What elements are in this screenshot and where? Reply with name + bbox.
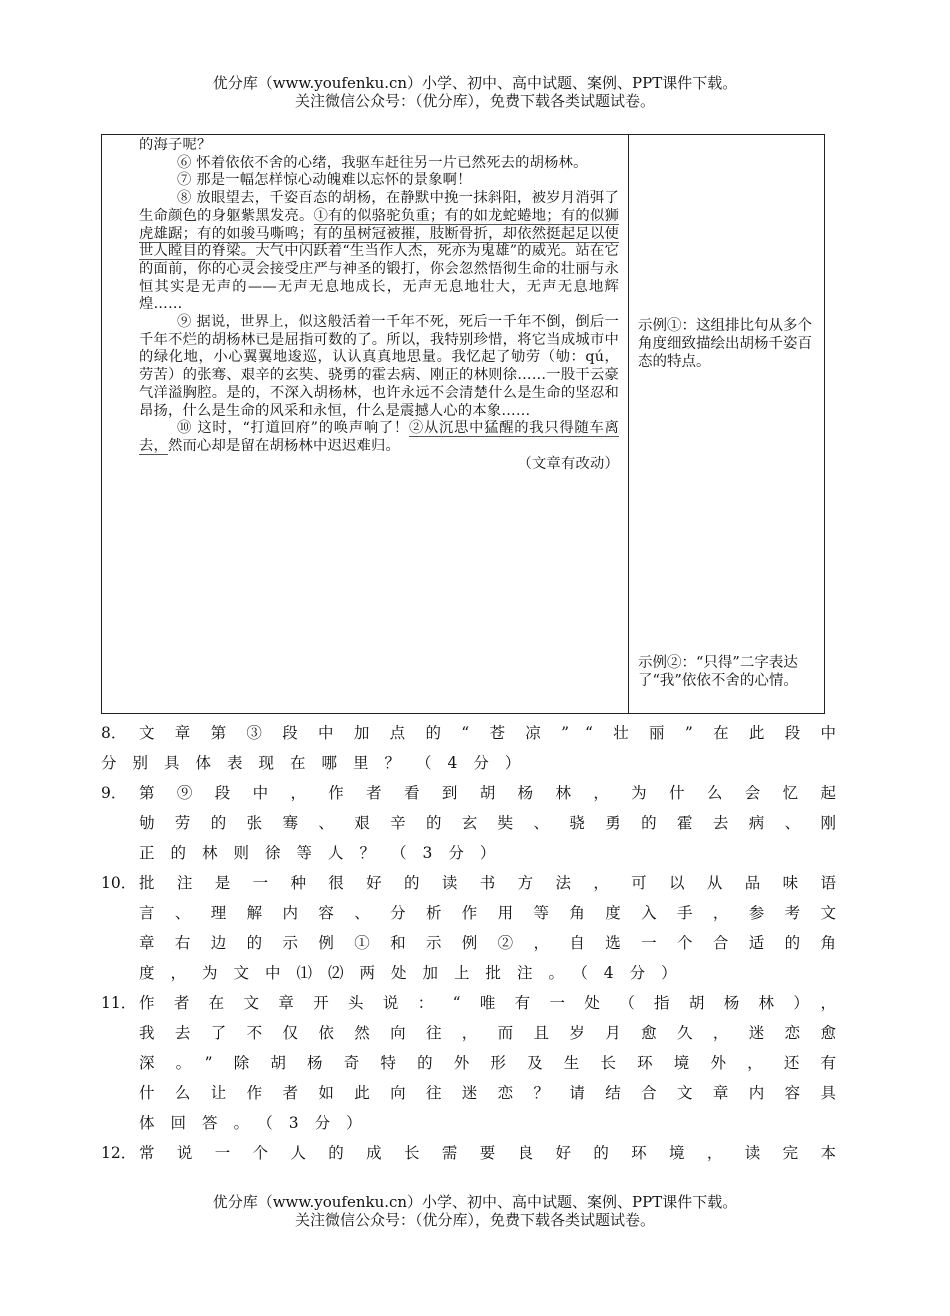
paragraph-6: ⑥ 怀着依依不舍的心绪，我驱车赶往另一片已然死去的胡杨林。 <box>177 154 588 171</box>
table-divider <box>628 135 629 713</box>
header-line-2: 关注微信公众号：（优分库），免费下载各类试题试卷。 <box>294 92 655 110</box>
question-number: 11． <box>101 994 137 1012</box>
question-line: 文章第③段中加点的“苍凉”“壮丽”在此段中 <box>139 724 852 742</box>
question-12 <box>101 1138 852 1168</box>
question-line: 分别具体表现在哪里？（4分） <box>101 754 537 772</box>
paragraph-5-tail: 的海子呢？ <box>139 137 212 153</box>
paragraph-10-intro: ⑩ 这时，“打道回府”的唤声响了！ <box>177 420 409 437</box>
question-line: 正的林则徐等人？（3分） <box>139 844 512 862</box>
question-line: 体回答。（3分） <box>139 1114 378 1132</box>
annotated-sentence-2: ②从沉思中猛醒的我只得随车离去， <box>139 420 619 454</box>
question-10 <box>101 868 852 988</box>
paragraph-7: ⑦ 那是一幅怎样惊心动魄难以忘怀的景象啊！ <box>177 172 472 189</box>
question-list <box>101 718 852 1168</box>
paragraph-8-rest: 大气中闪跃着“生当作人杰，死亦为鬼雄”的威光。站在它的面前，你的心灵会接受庄严与神圣的锻打，你会忽然悟彻生命的壮丽与永恒其实是无声的——无声无息地成长，无声无息地壮大，无声无息地辉煌…… <box>139 243 619 313</box>
question-line: 什么让作者如此向往迷恋？请结合文章内容具 <box>139 1084 852 1102</box>
paragraph-8-intro: ⑧ 放眼望去，千姿百态的胡杨，在静默中挽一抹斜阳，被岁月消弭了生命颜色的身躯紫黑发亮。 <box>139 190 619 224</box>
passage-table <box>101 134 825 714</box>
question-text <box>101 988 852 1138</box>
annotated-sentence-1: ①有的似骆驼负重；有的如龙蛇蜷地；有的似狮虎雄踞；有的如骏马嘶鸣；有的虽树冠被摧，肢断骨折，却依然挺起足以使世人瞠目的脊梁。 <box>139 207 619 260</box>
question-text <box>101 868 852 988</box>
header-line-1: 优分库（www.youfenku.cn）小学、初中、高中试题、案例、PPT课件下载。 <box>212 74 738 92</box>
page-footer <box>0 1193 950 1229</box>
question-line: 度，为文中⑴⑵两处加上批注。（4分） <box>139 964 693 982</box>
question-line: 我去了不仅依然向往，而且岁月愈久，迷恋愈 <box>139 1024 852 1042</box>
annotation-example-2: 示例②：“只得”二字表达了“我”依依不舍的心情。 <box>638 655 798 689</box>
question-9 <box>101 778 852 868</box>
footer-line-2: 关注微信公众号：（优分库），免费下载各类试题试卷。 <box>294 1211 655 1229</box>
question-line: 第⑨段中，作者看到胡杨林，为什么会忆起 <box>139 784 852 802</box>
question-text <box>101 718 852 778</box>
source-note: （文章有改动） <box>517 455 619 472</box>
question-line: 批注是一种很好的读书方法，可以从品味语 <box>139 874 852 892</box>
footer-line-1: 优分库（www.youfenku.cn）小学、初中、高中试题、案例、PPT课件下载。 <box>212 1193 738 1211</box>
question-line: 章右边的示例①和示例②，自选一个合适的角 <box>139 934 852 952</box>
question-8 <box>101 718 852 778</box>
page-header <box>0 74 950 110</box>
question-line: 作者在文章开头说：“唯有一处（指胡杨林）， <box>139 994 852 1012</box>
question-line: 深。”除胡杨奇特的外形及生长环境外，还有 <box>139 1054 852 1072</box>
annotation-example-1: 示例①：这组排比句从多个角度细致描绘出胡杨千姿百态的特点。 <box>638 318 812 370</box>
question-number: 12． <box>101 1144 137 1162</box>
passage-text <box>139 137 619 473</box>
question-line: 常说一个人的成长需要良好的环境，读完本 <box>139 1144 852 1162</box>
question-number: 9． <box>101 784 127 802</box>
question-11 <box>101 988 852 1138</box>
question-number: 8． <box>101 724 127 742</box>
paragraph-10-rest: 然而心却是留在胡杨林中迟迟难归。 <box>168 437 400 454</box>
question-line: 言、理解内容、分析作用等角度入手，参考文 <box>139 904 852 922</box>
question-text <box>101 1138 852 1168</box>
paragraph-8 <box>139 190 619 314</box>
paragraph-9: ⑨ 据说，世界上，似这般活着一千年不死，死后一千年不倒，倒后一千年不烂的胡杨林已是屈指可数的了。所以，我特别珍惜，将它当成城市中的绿化地，小心翼翼地逡巡，认认真真地思量。我忆起了劬劳（劬：qú，劳苦）的张骞、艰辛的玄奘、骁勇的霍去病、刚正的林则徐……一股干云豪气洋溢胸腔。是的，不深入胡杨林，也许永远不会清楚什么是生命的坚忍和昂扬，什么是生命的风采和永恒，什么是震撼人心的本象…… <box>139 314 619 419</box>
question-line: 劬劳的张骞、艰辛的玄奘、骁勇的霍去病、刚 <box>139 814 852 832</box>
paragraph-10 <box>139 420 619 455</box>
question-number: 10． <box>101 874 137 892</box>
question-text <box>101 778 852 868</box>
